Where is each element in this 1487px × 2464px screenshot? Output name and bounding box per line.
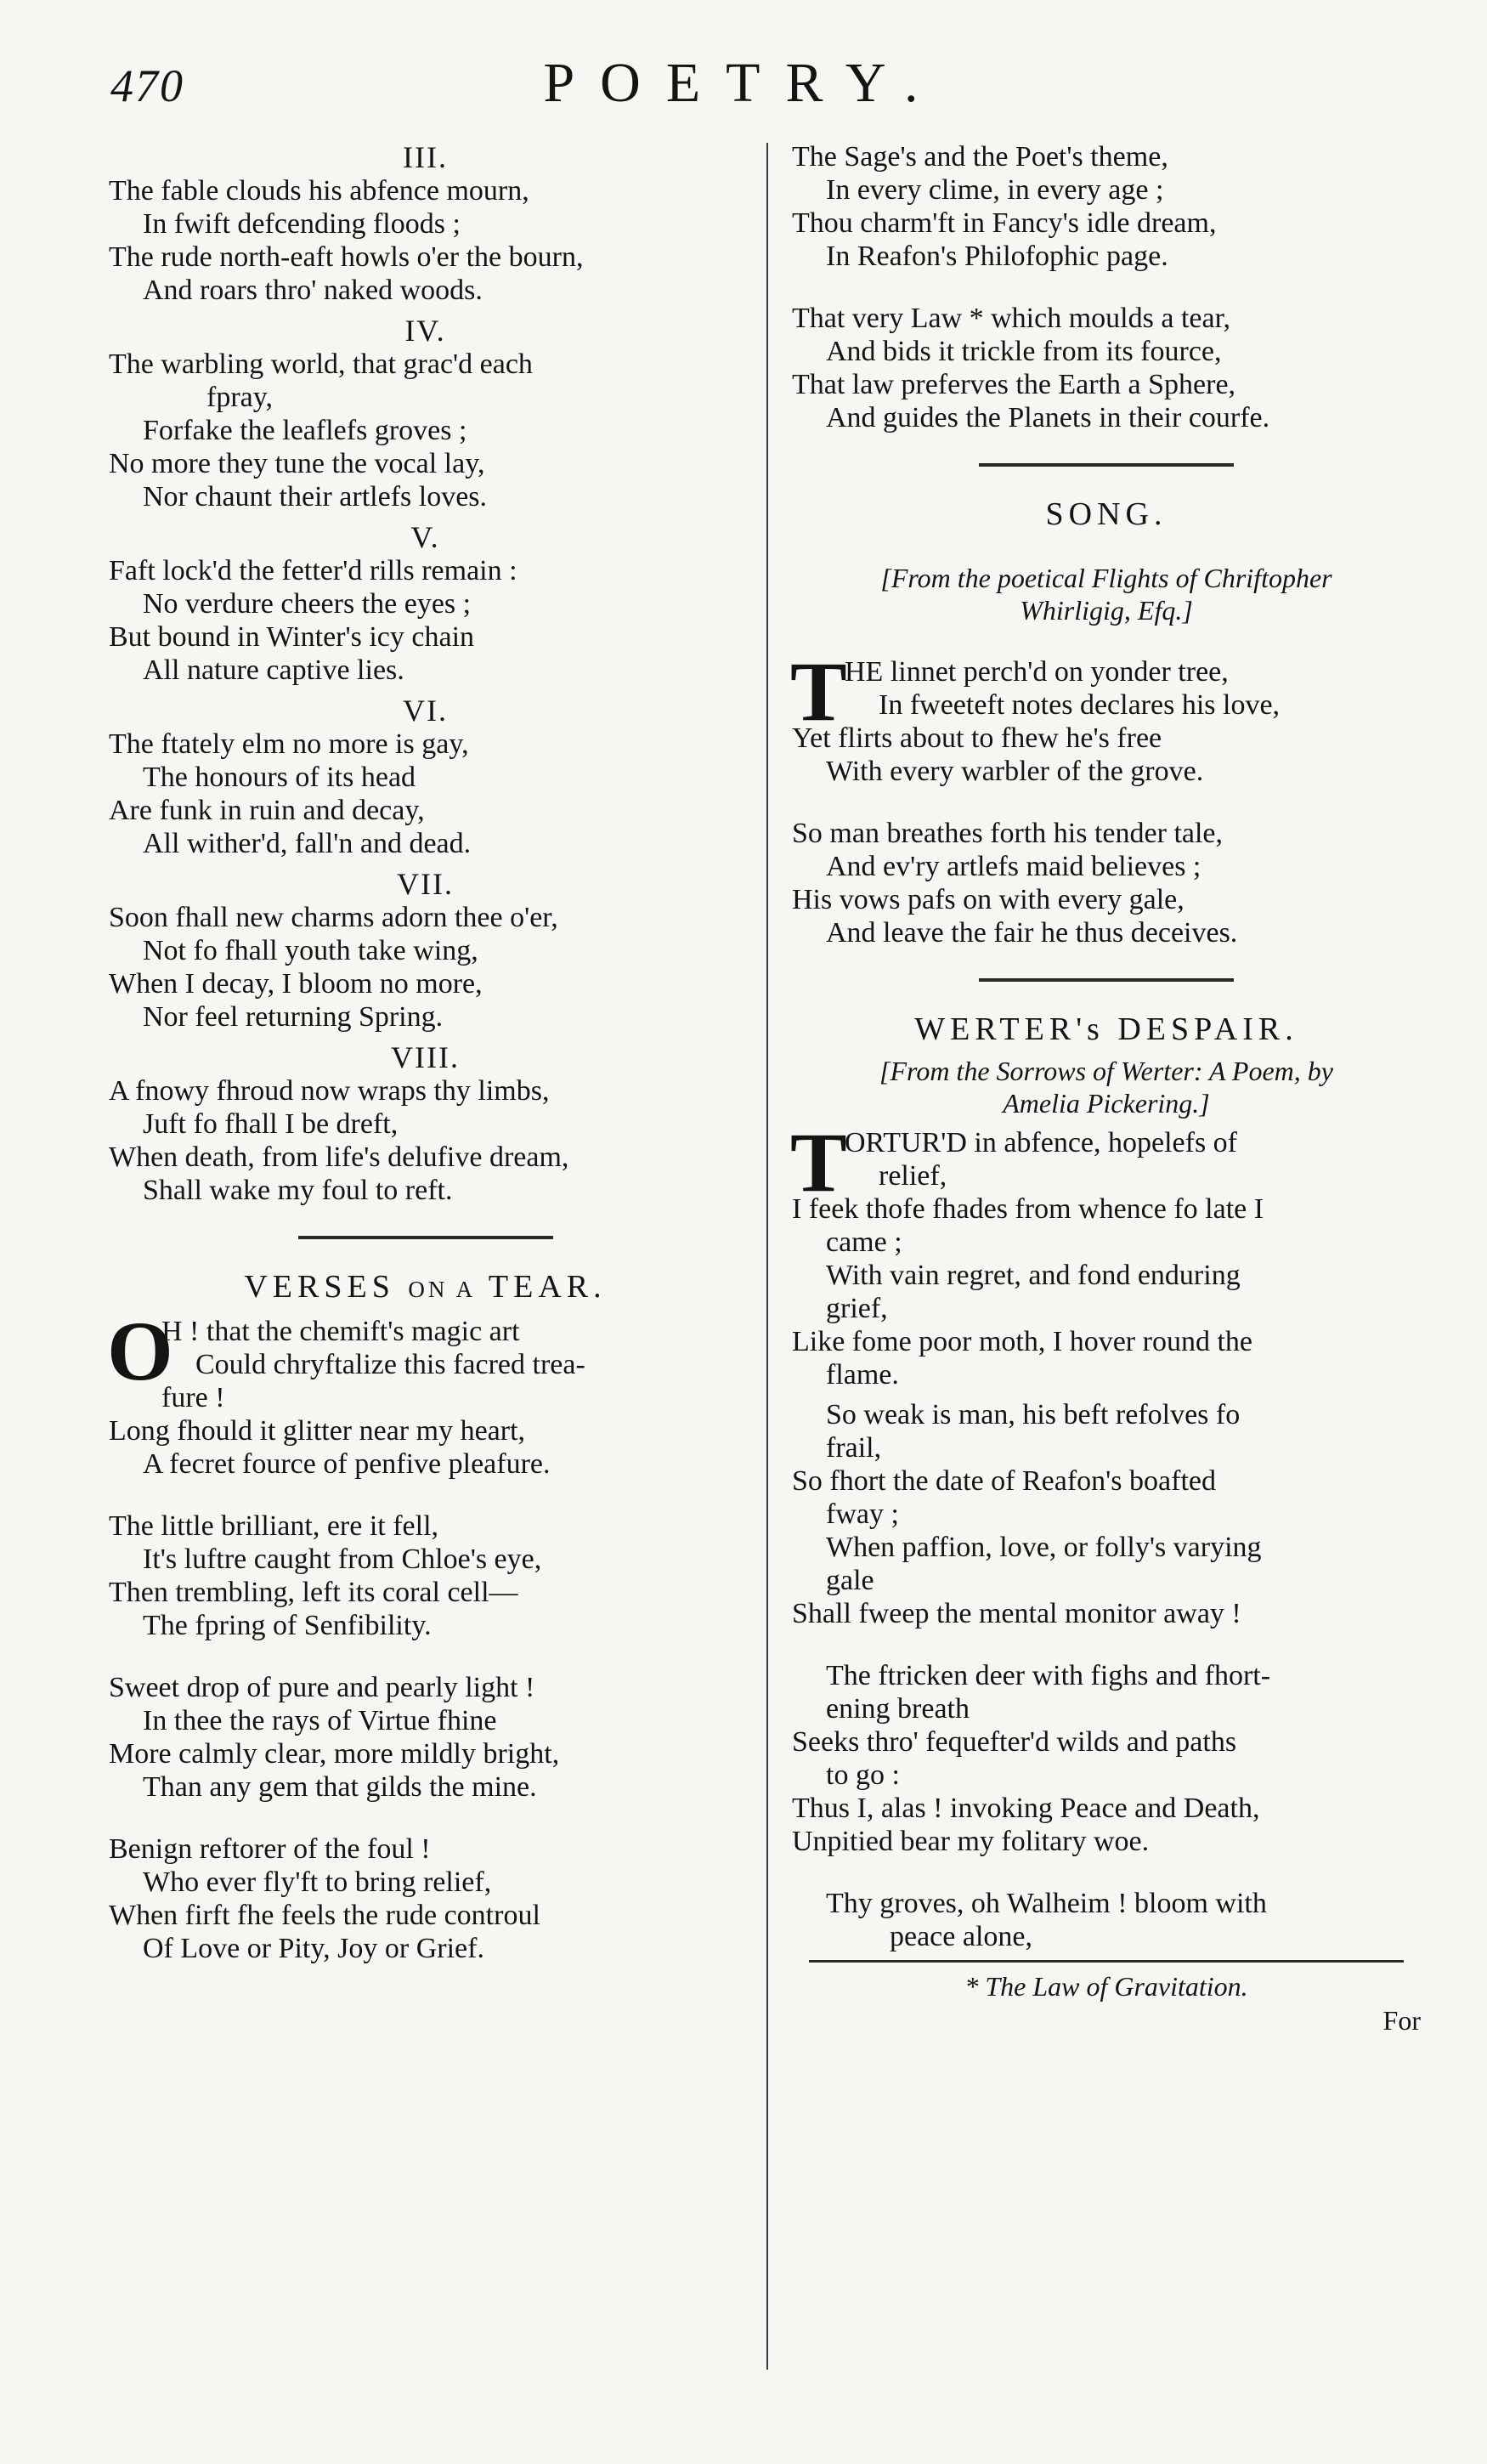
stanza-heading: III.	[403, 140, 448, 174]
title-word: ON A	[408, 1277, 477, 1302]
verse-line: came ;	[826, 1226, 902, 1258]
column-rule	[766, 143, 768, 2370]
verse-line: The warbling world, that grac'd each	[109, 348, 533, 380]
verse-line: relief,	[879, 1160, 947, 1192]
verse-line: And guides the Planets in their courfe.	[826, 402, 1270, 433]
verse-line: Shall fweep the mental monitor away !	[792, 1598, 1241, 1629]
tear-stanza	[109, 1510, 742, 1642]
verse-line: Unpitied bear my folitary woe.	[792, 1826, 1150, 1857]
song-source: [From the poetical Flights of Chriftopher	[880, 563, 1332, 593]
verse-line: Sweet drop of pure and pearly light !	[109, 1672, 535, 1703]
verse-line: In fweeteft notes declares his love,	[879, 689, 1281, 721]
verse-line: Not fo fhall youth take wing,	[143, 935, 478, 966]
tear-stanza-continued	[792, 302, 1421, 434]
tear-stanza	[109, 1832, 742, 1965]
verse-line: Long fhould it glitter near my heart,	[109, 1415, 526, 1447]
right-column	[792, 140, 1421, 2037]
verse-line: It's luftre caught from Chloe's eye,	[143, 1544, 542, 1575]
verse-line: The ftately elm no more is gay,	[109, 728, 469, 760]
verse-line: The fable clouds his abfence mourn,	[109, 175, 529, 207]
stanza-6	[109, 694, 742, 860]
verse-line: Soon fhall new charms adorn thee o'er,	[109, 902, 558, 933]
verse-line: gale	[826, 1565, 874, 1596]
verse-line: No verdure cheers the eyes ;	[143, 588, 472, 620]
footnote: * The Law of Gravitation.	[964, 1971, 1248, 2002]
verse-line: The fpring of Senfibility.	[143, 1610, 432, 1641]
stanza-4	[109, 314, 742, 513]
stanza-heading: VII.	[397, 867, 454, 901]
werter-title: WERTER's DESPAIR.	[914, 1011, 1298, 1047]
verse-line: With vain regret, and fond enduring	[826, 1260, 1241, 1291]
drop-cap: O	[107, 1304, 173, 1398]
verse-line: Are funk in ruin and decay,	[109, 795, 425, 826]
verse-line: Then trembling, left its coral cell—	[109, 1577, 518, 1608]
verse-line: Like fome poor moth, I hover round the	[792, 1326, 1252, 1357]
verse-line: Thou charm'ft in Fancy's idle dream,	[792, 207, 1217, 239]
verse-line: grief,	[826, 1293, 888, 1324]
verse-line: All nature captive lies.	[143, 654, 404, 686]
verse-line: His vows pafs on with every gale,	[792, 884, 1185, 915]
running-title: POETRY.	[543, 52, 944, 114]
verse-line: Forfake the leaflefs groves ;	[143, 415, 467, 446]
verse-line: So fhort the date of Reafon's boafted	[792, 1465, 1216, 1497]
verse-line: A fnowy fhroud now wraps thy limbs,	[109, 1075, 550, 1107]
verse-line: In thee the rays of Virtue fhine	[143, 1705, 497, 1736]
verse-line: Seeks thro' fequefter'd wilds and paths	[792, 1726, 1237, 1758]
verse-line: fway ;	[826, 1498, 899, 1530]
page-number: 470	[110, 60, 184, 111]
verse-line: fpray,	[206, 382, 274, 413]
verse-line: So man breathes forth his tender tale,	[792, 818, 1224, 849]
verse-line: When death, from life's delufive dream,	[109, 1141, 569, 1173]
catchword: For	[1382, 2005, 1421, 2036]
verse-line: With every warbler of the grove.	[826, 756, 1204, 787]
verse-line: All wither'd, fall'n and dead.	[143, 828, 472, 859]
stanza-heading: V.	[410, 520, 440, 554]
drop-cap: T	[790, 1115, 847, 1209]
verse-line: In every clime, in every age ;	[826, 174, 1164, 206]
verse-line: When paffion, love, or folly's varying	[826, 1532, 1262, 1563]
tear-stanza-continued	[792, 140, 1421, 273]
verse-line: Than any gem that gilds the mine.	[143, 1771, 537, 1803]
title-word: VERSES	[244, 1269, 395, 1305]
verse-line: Nor feel returning Spring.	[143, 1001, 444, 1033]
verse-line: That law preferves the Earth a Sphere,	[792, 369, 1236, 400]
verse-line: No more they tune the vocal lay,	[109, 448, 485, 479]
verse-line: And leave the fair he thus deceives.	[826, 917, 1238, 949]
verse-line: HE linnet perch'd on yonder tree,	[845, 656, 1229, 688]
verse-line: That very Law * which moulds a tear,	[792, 303, 1231, 334]
stanza-5	[109, 520, 742, 687]
werter-source: Amelia Pickering.]	[1003, 1088, 1210, 1119]
verse-line: When I decay, I bloom no more,	[109, 968, 483, 1000]
verse-line: ening breath	[826, 1693, 970, 1725]
tear-poem-title	[109, 1268, 742, 1308]
stanza-heading: IV.	[404, 314, 446, 348]
tear-first-stanza	[107, 1304, 742, 1414]
stanza-heading: VI.	[403, 694, 448, 728]
verse-line: fure !	[161, 1382, 225, 1413]
verse-line: flame.	[826, 1359, 899, 1391]
drop-cap: T	[790, 644, 847, 739]
verse-line: Of Love or Pity, Joy or Grief.	[143, 1933, 484, 1964]
stanza-3	[109, 140, 742, 307]
verse-line: peace alone,	[890, 1921, 1032, 1952]
verse-line: When firft fhe feels the rude controul	[109, 1900, 540, 1931]
verse-line: The ftricken deer with fighs and fhort-	[826, 1660, 1271, 1691]
werter-stanza	[792, 1398, 1421, 1630]
verse-line: H ! that the chemift's magic art	[161, 1316, 520, 1347]
verse-line: In Reafon's Philofophic page.	[826, 241, 1168, 272]
verse-line: The Sage's and the Poet's theme,	[792, 141, 1168, 173]
verse-line: A fecret fource of penfive pleafure.	[143, 1448, 551, 1480]
verse-line: And ev'ry artlefs maid believes ;	[826, 851, 1201, 882]
verse-line: Faft lock'd the fetter'd rills remain :	[109, 555, 517, 586]
verse-line: In fwift defcending floods ;	[143, 208, 461, 240]
verse-line: Could chryftalize this facred trea-	[195, 1349, 585, 1380]
verse-line: So weak is man, his beft refolves fo	[826, 1399, 1241, 1430]
verse-line: Who ever fly'ft to bring relief,	[143, 1866, 492, 1898]
verse-line: And bids it trickle from its fource,	[826, 336, 1222, 367]
verse-line: Shall wake my foul to reft.	[143, 1175, 453, 1206]
verse-line: Thus I, alas ! invoking Peace and Death,	[792, 1793, 1260, 1824]
verse-line: Nor chaunt their artlefs loves.	[143, 481, 488, 513]
stanza-heading: VIII.	[391, 1040, 460, 1074]
left-column	[109, 140, 742, 1965]
werter-stanza	[792, 1659, 1421, 1858]
verse-line: to go :	[826, 1759, 900, 1791]
verse-line: Juft fo fhall I be dreft,	[143, 1108, 399, 1140]
verse-line: The honours of its head	[143, 762, 416, 793]
verse-line: Benign reftorer of the foul !	[109, 1833, 431, 1865]
werter-source: [From the Sorrows of Werter: A Poem, by	[879, 1056, 1333, 1086]
stanza-8	[109, 1040, 742, 1207]
werter-stanza	[792, 1887, 1421, 1953]
verse-line: More calmly clear, more mildly bright,	[109, 1738, 560, 1770]
song-title: SONG.	[1045, 496, 1168, 532]
verse-line: And roars thro' naked woods.	[143, 275, 483, 306]
verse-line: ORTUR'D in abfence, hopelefs of	[845, 1127, 1238, 1158]
verse-line: frail,	[826, 1432, 882, 1464]
title-word: TEAR.	[488, 1269, 607, 1305]
verse-line: The little brilliant, ere it fell,	[109, 1510, 439, 1542]
song-source: Whirligig, Efq.]	[1020, 595, 1193, 626]
verse-line: I feek thofe fhades from whence fo late I	[792, 1193, 1264, 1225]
verse-line: Yet flirts about to fhew he's free	[792, 722, 1162, 754]
stanza-7	[109, 867, 742, 1034]
song-stanza	[792, 817, 1421, 949]
verse-line: But bound in Winter's icy chain	[109, 621, 475, 653]
verse-line: The rude north-eaft howls o'er the bourn,	[109, 241, 584, 273]
tear-stanza	[109, 1671, 742, 1804]
verse-line: Thy groves, oh Walheim ! bloom with	[826, 1888, 1267, 1919]
